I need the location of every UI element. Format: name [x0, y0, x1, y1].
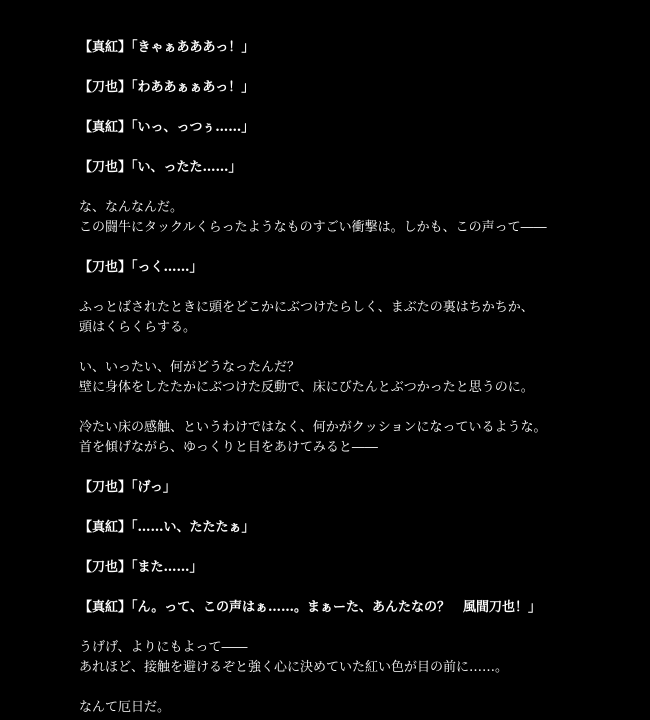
speaker-name: 【刀也】: [79, 80, 132, 95]
dialogue-line: [79, 158, 639, 178]
speaker-name: 【刀也】: [79, 160, 132, 175]
narration-line: 冷たい床の感触、というわけではなく、何かがクッションになっているような。: [79, 420, 547, 435]
dialogue-line: [79, 78, 639, 98]
dialogue-text: 「また……」: [131, 560, 203, 575]
dialogue-line: [79, 258, 639, 278]
dialogue-text: 「わああぁぁあっ！」: [131, 80, 255, 95]
narration-line: なんて厄日だ。: [79, 700, 171, 715]
speaker-name: 【真紅】: [79, 120, 132, 135]
narration-line: あれほど、接触を避けるぞと強く心に決めていた紅い色が目の前に……。: [79, 660, 509, 675]
novel-text-area: [79, 38, 639, 718]
dialogue-text: 「きゃぁあああっ！」: [131, 40, 255, 55]
narration-line: い、いったい、何がどうなったんだ？: [79, 360, 301, 375]
speaker-name: 【真紅】: [79, 600, 132, 615]
narration-line: 首を傾げながら、ゆっくりと目をあけてみると――: [79, 440, 378, 455]
dialogue-line: [79, 518, 639, 538]
dialogue-text: 「……い、たたたぁ」: [131, 520, 255, 535]
dialogue-text: 「い、ったた……」: [131, 160, 242, 175]
speaker-name: 【真紅】: [79, 520, 132, 535]
speaker-name: 【真紅】: [79, 40, 132, 55]
narration-line: うげげ、よりにもよって――: [79, 640, 248, 655]
dialogue-line: [79, 558, 639, 578]
dialogue-text: 「げっ」: [131, 480, 176, 495]
narration-line: な、なんなんだ。: [79, 200, 184, 215]
dialogue-line: [79, 118, 639, 138]
speaker-name: 【刀也】: [79, 480, 132, 495]
narration-line: この闘牛にタックルくらったようなものすごい衝撃は。しかも、この声って――: [79, 220, 547, 235]
dialogue-text: 「いっ、っつぅ……」: [131, 120, 255, 135]
dialogue-text: 「ん。って、この声はぁ……。まぁーた、あんたなの？ 風間刀也！」: [131, 600, 542, 615]
dialogue-text: 「っく……」: [131, 260, 203, 275]
dialogue-line: [79, 38, 639, 58]
narration-line: 壁に身体をしたたかにぶつけた反動で、床にびたんとぶつかったと思うのに。: [79, 380, 534, 395]
speaker-name: 【刀也】: [79, 560, 132, 575]
dialogue-line: [79, 478, 639, 498]
speaker-name: 【刀也】: [79, 260, 132, 275]
dialogue-line: [79, 598, 639, 618]
narration-line: ふっとばされたときに頭をどこかにぶつけたらしく、まぶたの裏はちかちか、: [79, 300, 534, 315]
narration-line: 頭はくらくらする。: [79, 320, 197, 335]
